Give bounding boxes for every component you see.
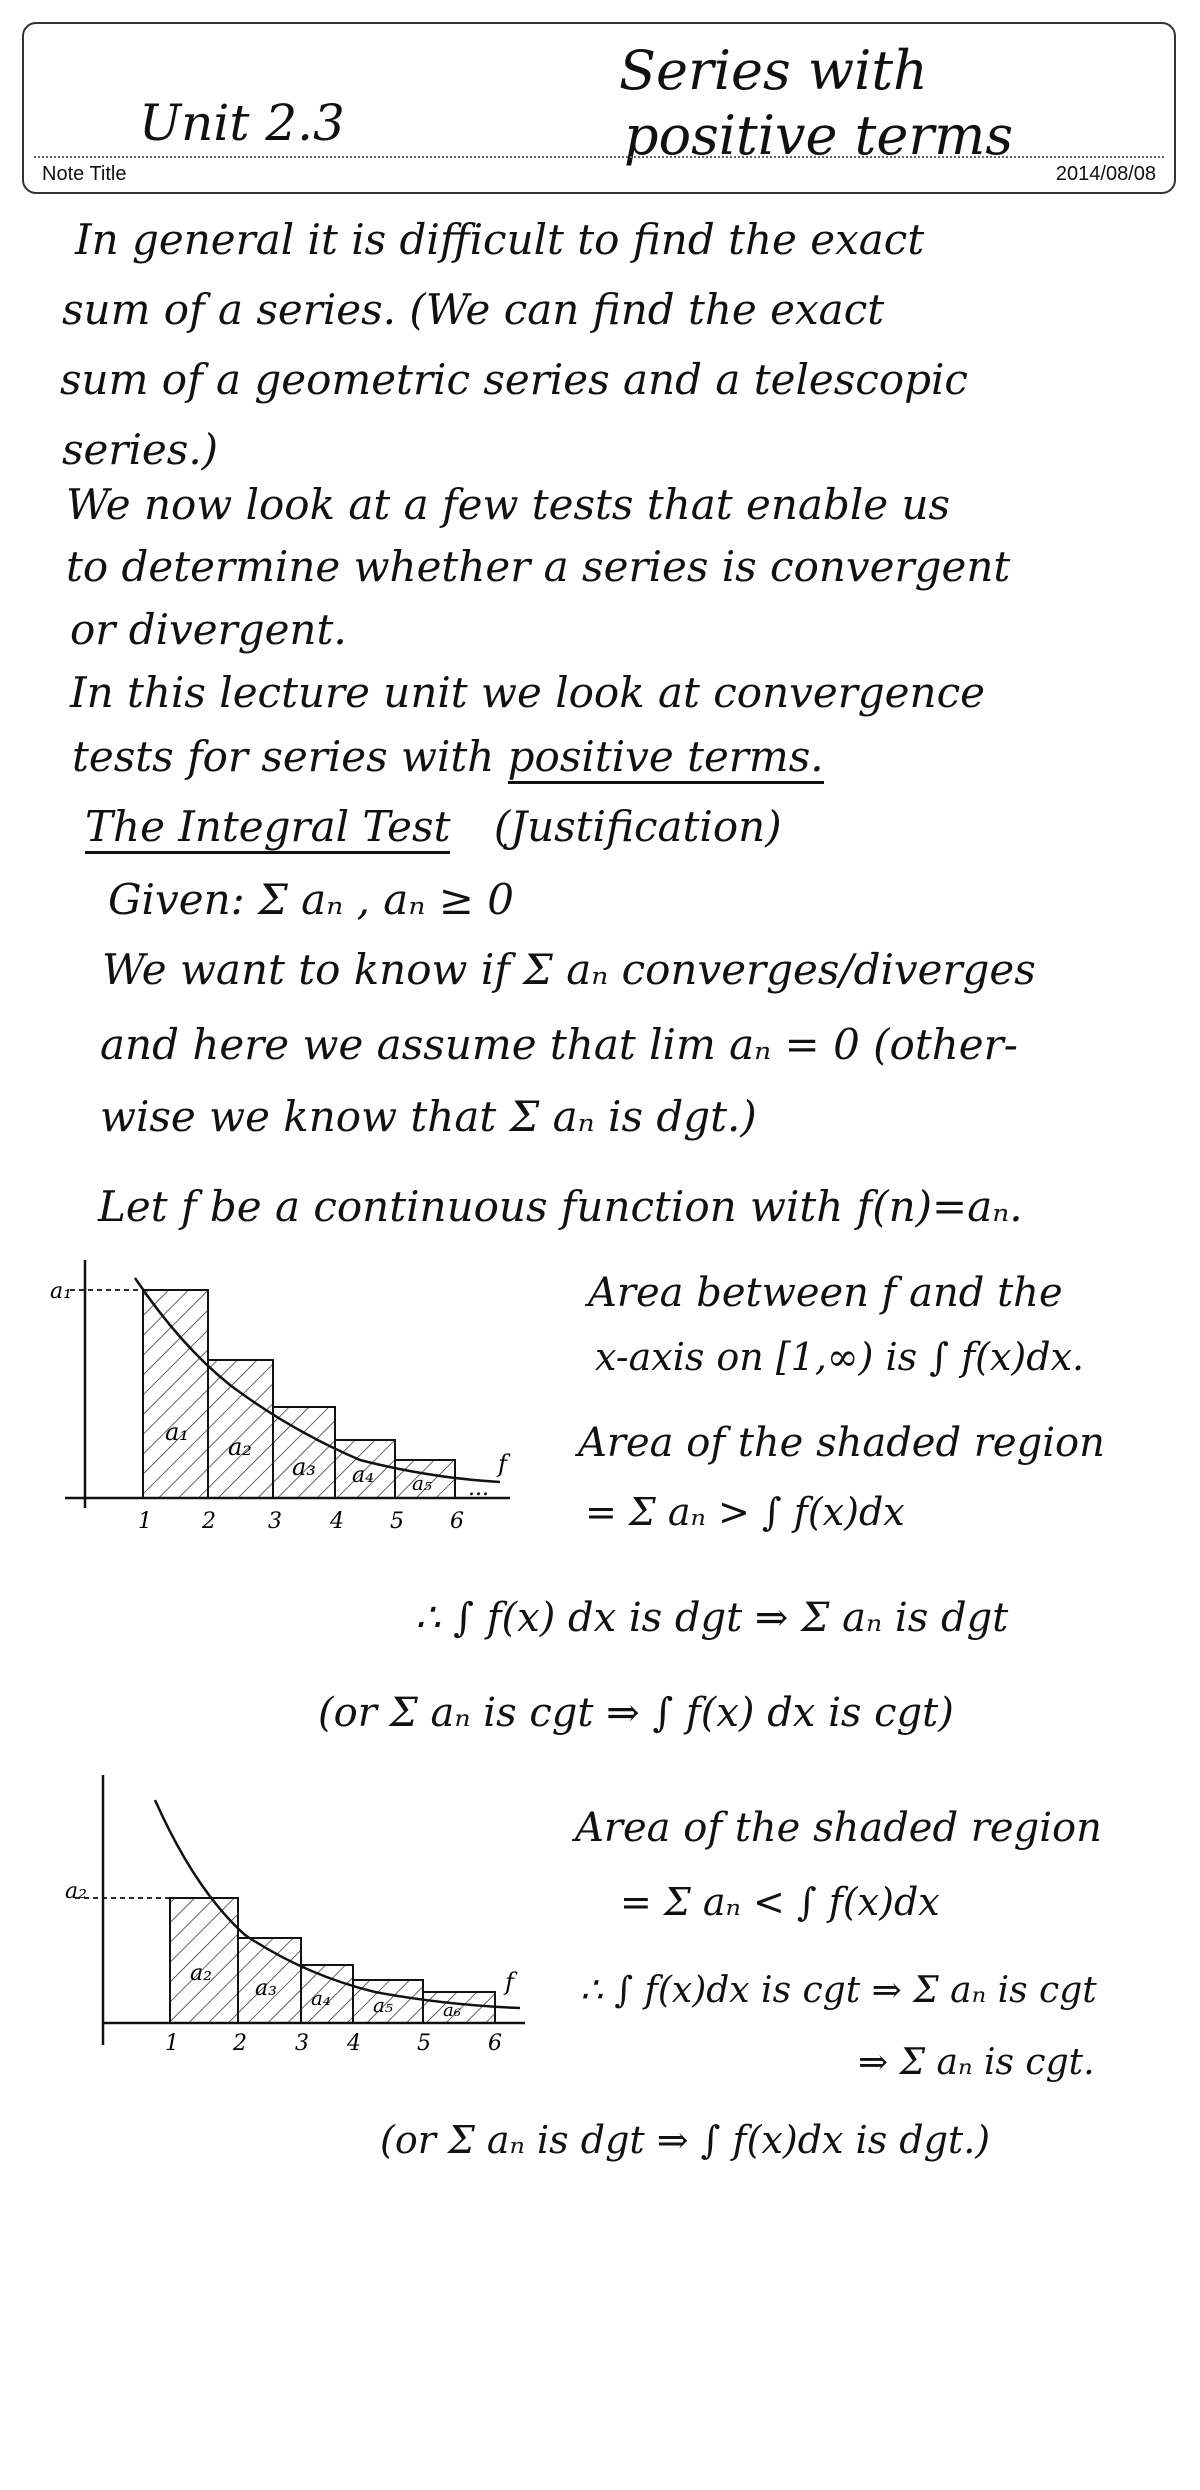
bar-label-a1: a₁ <box>165 1418 189 1446</box>
bar2-label-a3: a₃ <box>255 1976 277 2001</box>
want-line-3: wise we know that Σ aₙ is dgt.) <box>100 1092 757 1141</box>
note-date: 2014/08/08 <box>1055 163 1156 185</box>
fig1-text-1: Area between f and the <box>588 1270 1063 1316</box>
intro-line-6: to determine whether a series is convergent <box>66 542 1011 591</box>
title-line-1: Series with <box>619 39 928 102</box>
fig1-text-3: Area of the shaded region <box>578 1420 1105 1466</box>
intro-line-8: In this lecture unit we look at convergence <box>70 668 985 717</box>
intro-line-4: series.) <box>62 425 219 474</box>
upper-sum-graph <box>30 1250 530 1540</box>
dotted-divider <box>34 156 1164 158</box>
x-tick-6: 6 <box>450 1509 464 1534</box>
intro-line-9 <box>72 732 824 781</box>
x2-tick-5: 5 <box>417 2031 431 2056</box>
intro-line-1: In general it is difficult to find the exact <box>75 215 925 264</box>
bar2-label-a6: a₆ <box>443 2000 461 2021</box>
a1-axis-label: a₁ <box>50 1279 72 1304</box>
x-tick-2: 2 <box>202 1509 216 1534</box>
intro-line-7: or divergent. <box>70 605 347 654</box>
positive-terms-underlined: positive terms. <box>508 732 824 784</box>
bar2-label-a4: a₄ <box>311 1986 331 2010</box>
x-tick-4: 4 <box>330 1509 344 1534</box>
want-line-2: and here we assume that lim aₙ = 0 (other- <box>100 1020 1018 1069</box>
intro-line-9-text: tests for series with <box>72 732 508 781</box>
bar-label-a2: a₂ <box>228 1433 252 1461</box>
let-f-line: Let f be a continuous function with f(n)=aₙ. <box>98 1182 1023 1231</box>
fig1-text-2: x-axis on [1,∞) is ∫ f(x)dx. <box>595 1335 1085 1379</box>
f-label: f <box>498 1450 507 1478</box>
note-header <box>22 22 1176 194</box>
bar2-label-a5: a₅ <box>373 1993 393 2017</box>
fig2-text-2: = Σ aₙ < ∫ f(x)dx <box>620 1880 940 1924</box>
x2-tick-4: 4 <box>347 2031 361 2056</box>
intro-line-2: sum of a series. (We can find the exact <box>62 285 885 334</box>
bar-a1 <box>143 1290 208 1498</box>
bar-label-a3: a₃ <box>292 1453 316 1481</box>
note-title-label: Note Title <box>42 163 127 185</box>
bar-label-a5: a₅ <box>412 1471 432 1495</box>
bar-a2 <box>208 1360 273 1498</box>
fig2-text-5: (or Σ aₙ is dgt ⇒ ∫ f(x)dx is dgt.) <box>380 2118 991 2162</box>
fig2-text-1: Area of the shaded region <box>575 1805 1102 1851</box>
x-tick-3: 3 <box>268 1509 282 1534</box>
title-line-2: positive terms <box>624 104 1014 167</box>
bar2-label-a2: a₂ <box>190 1961 212 1986</box>
x-tick-1: 1 <box>138 1509 152 1534</box>
integral-test-heading: The Integral Test <box>85 802 450 854</box>
a2-axis-label: a₂ <box>65 1879 87 1904</box>
x-tick-5: 5 <box>390 1509 404 1534</box>
fig1-conclusion-1: ∴ ∫ f(x) dx is dgt ⇒ Σ aₙ is dgt <box>415 1595 1009 1641</box>
intro-line-5: We now look at a few tests that enable us <box>66 480 951 529</box>
want-line-1: We want to know if Σ aₙ converges/diverges <box>102 945 1036 994</box>
unit-label: Unit 2.3 <box>139 94 345 152</box>
fig2-text-4: ⇒ Σ aₙ is cgt. <box>858 2042 1095 2083</box>
x2-tick-3: 3 <box>295 2031 309 2056</box>
intro-line-3: sum of a geometric series and a telescopic <box>60 355 968 404</box>
lower-sum-graph <box>45 1770 545 2060</box>
x2-tick-6: 6 <box>488 2031 502 2056</box>
trailing-dots: ... <box>468 1476 489 1501</box>
integral-test-justification: (Justification) <box>493 802 782 851</box>
integral-test-heading-row <box>85 802 782 851</box>
bar-label-a4: a₄ <box>352 1463 374 1488</box>
x2-tick-1: 1 <box>165 2031 179 2056</box>
given-line: Given: Σ aₙ , aₙ ≥ 0 <box>108 875 514 924</box>
x2-tick-2: 2 <box>233 2031 247 2056</box>
f-label-2: f <box>505 1968 514 1996</box>
fig2-text-3: ∴ ∫ f(x)dx is cgt ⇒ Σ aₙ is cgt <box>580 1970 1097 2011</box>
fig1-text-4: = Σ aₙ > ∫ f(x)dx <box>585 1490 905 1534</box>
fig1-conclusion-2: (or Σ aₙ is cgt ⇒ ∫ f(x) dx is cgt) <box>318 1690 954 1736</box>
